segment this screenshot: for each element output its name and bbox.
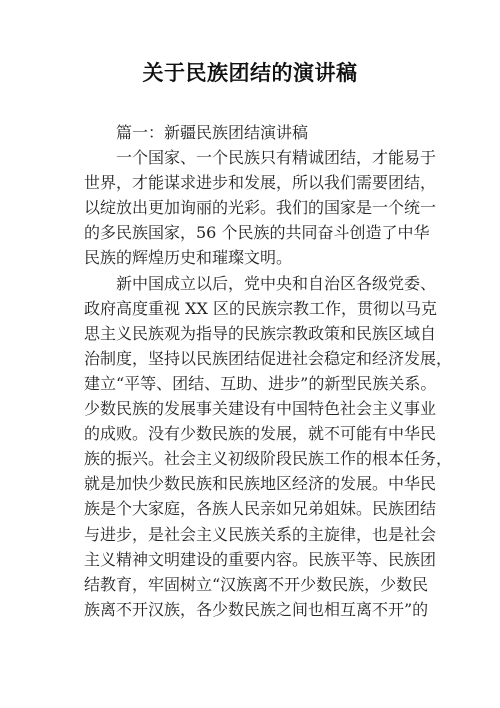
body-line: 与进步，是社会主义民族关系的主旋律，也是社会 [84, 524, 437, 544]
body-line: 世界，才能谋求进步和发展，所以我们需要团结， [84, 173, 437, 193]
body-line: 的多民族国家，56 个民族的共同奋斗创造了中华 [84, 223, 430, 243]
body-line: 结教育，牢固树立“汉族离不开少数民族，少数民 [84, 574, 429, 594]
document-body [84, 120, 453, 622]
body-line: 族离不开汉族，各少数民族之间也相互离不开”的 [84, 599, 429, 619]
body-line: 新中国成立以后，党中央和自治区各级党委、 [116, 273, 437, 293]
body-line: 政府高度重视 XX 区的民族宗教工作，贯彻以马克 [84, 298, 437, 318]
body-line: 的成败。没有少数民族的发展，就不可能有中华民 [84, 424, 437, 444]
body-line: 就是加快少数民族和民族地区经济的发展。中华民 [84, 474, 437, 494]
body-line: 思主义民族观为指导的民族宗教政策和民族区域自 [84, 323, 437, 343]
body-line: 以绽放出更加询丽的光彩。我们的国家是一个统一 [84, 198, 437, 218]
body-line: 族是个大家庭，各族人民亲如兄弟姐妹。民族团结 [84, 499, 437, 519]
body-line: 主义精神文明建设的重要内容。民族平等、民族团 [84, 549, 437, 569]
document-title: 关于民族团结的演讲稿 [142, 61, 358, 85]
body-line: 一个国家、一个民族只有精诚团结，才能易于 [116, 148, 437, 168]
body-line: 民族的辉煌历史和璀璨文明。 [84, 248, 293, 268]
body-line: 篇一：新疆民族团结演讲稿 [116, 123, 309, 142]
body-line: 建立“平等、团结、互助、进步”的新型民族关系。 [84, 373, 437, 393]
body-line: 治制度，坚持以民族团结促进社会稳定和经济发展， [84, 348, 453, 368]
body-line: 族的振兴。社会主义初级阶段民族工作的根本任务， [84, 449, 453, 469]
body-line: 少数民族的发展事关建设有中国特色社会主义事业 [84, 399, 437, 419]
